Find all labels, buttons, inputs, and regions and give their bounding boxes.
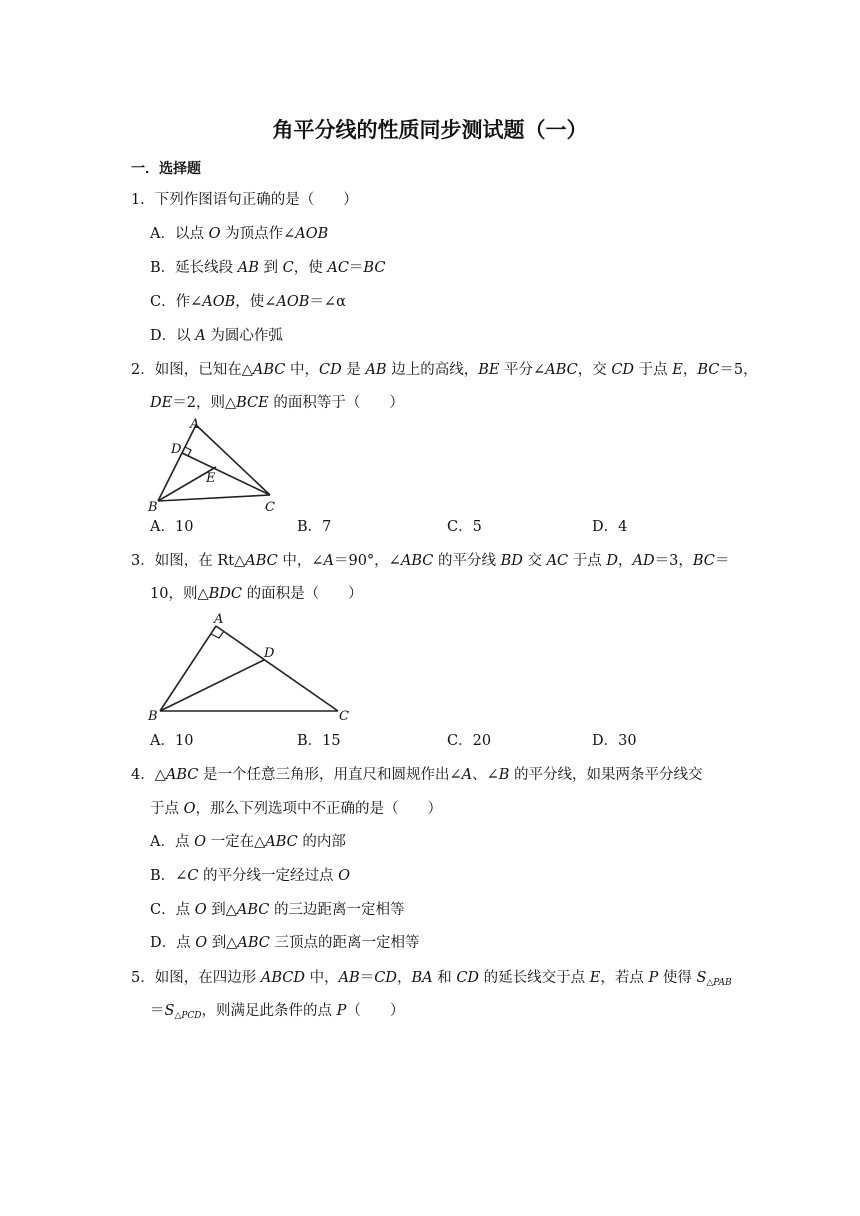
question-2-answer-d: D．4 [592, 519, 628, 535]
segment-bc [158, 495, 270, 501]
question-3-answer-d: D．30 [592, 733, 637, 749]
label-e: E [206, 471, 216, 486]
question-3-stem-line-2: 10，则△BDC 的面积是（ ） [150, 586, 363, 602]
question-5-stem-line-2: $=S_{\triangle PCD}$，则满足此条件的点 P（ ） [150, 1003, 405, 1021]
segment-ab [160, 626, 216, 711]
question-3-figure [144, 610, 360, 726]
question-4-option-d: D．点 O 到△ABC 三顶点的距离一定相等 [150, 935, 420, 951]
question-2-stem-line-2: DE＝2，则△BCE 的面积等于（ ） [150, 395, 404, 411]
question-1-option-b: B．延长线段 AB 到 C，使 AC＝BC [150, 260, 386, 276]
label-b: B [148, 500, 158, 515]
question-1-option-d: D．以 A 为圆心作弧 [150, 328, 283, 344]
label-b: B [148, 709, 158, 724]
question-4-option-b: B．∠C 的平分线一定经过点 O [150, 868, 351, 884]
segment-cd [182, 453, 270, 495]
question-1-option-a: A．以点 O 为顶点作∠AOB [150, 226, 329, 242]
segment-bd [160, 660, 264, 711]
question-3-answer-b: B．15 [297, 733, 341, 749]
question-4-stem-line-1: 4．△ABC 是一个任意三角形，用直尺和圆规作出∠A、∠B 的平分线，如果两条平分线交 [131, 767, 703, 783]
question-3-stem-line-1: 3．如图，在 Rt△ABC 中，∠A＝90°，∠ABC 的平分线 BD 交 AC 于点 D，AD＝3，BC＝ [131, 553, 730, 569]
question-3-answer-c: C．20 [447, 733, 492, 749]
label-a: A [214, 612, 224, 627]
question-2-figure [144, 415, 284, 515]
segment-ac [216, 626, 338, 711]
question-2-answer-a: A．10 [150, 519, 194, 535]
question-2-answer-c: C．5 [447, 519, 482, 535]
question-5-stem-line-1: 5．如图，在四边形 ABCD 中，AB＝CD，BA 和 CD 的延长线交于点 E，若点 P 使得 $S_{\triangle PAB}$ [131, 970, 732, 988]
question-1-stem: 1．下列作图语句正确的是（ ） [131, 192, 358, 208]
label-d: D [264, 646, 275, 661]
label-d: D [171, 442, 182, 457]
question-4-option-c: C．点 O 到△ABC 的三边距离一定相等 [150, 902, 405, 918]
question-1-option-c: C．作∠AOB，使∠AOB＝∠α [150, 294, 346, 310]
section-heading: 一．选择题 [131, 161, 201, 177]
label-c: C [265, 500, 275, 515]
label-a: A [190, 417, 200, 432]
question-3-answer-a: A．10 [150, 733, 194, 749]
page-title: 角平分线的性质同步测试题（一） [272, 118, 588, 142]
question-4-option-a: A．点 O 一定在△ABC 的内部 [150, 834, 346, 850]
question-2-stem-line-1: 2．如图，已知在△ABC 中，CD 是 AB 边上的高线，BE 平分∠ABC，交 CD 于点 E，BC＝5， [131, 362, 758, 378]
label-c: C [339, 709, 349, 724]
question-4-stem-line-2: 于点 O，那么下列选项中不正确的是（ ） [150, 801, 442, 817]
question-2-answer-b: B．7 [297, 519, 332, 535]
